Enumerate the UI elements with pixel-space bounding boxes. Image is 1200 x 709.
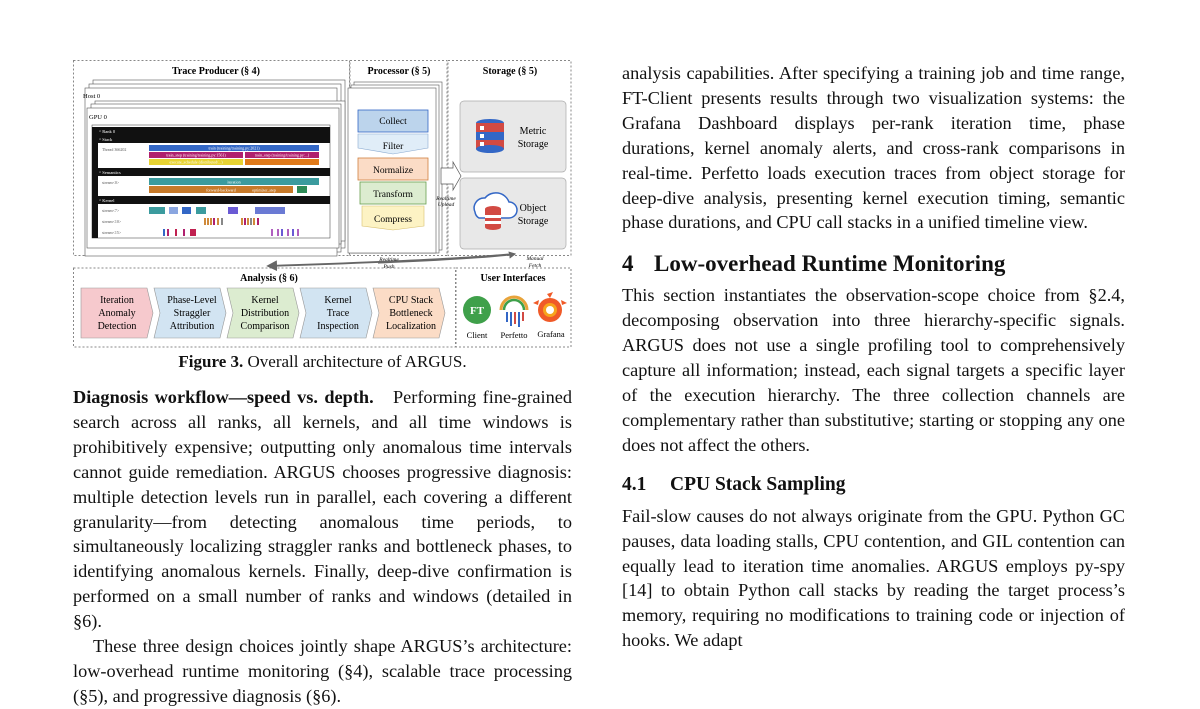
svg-text:Transform: Transform [373, 190, 413, 200]
figure-label: Figure 3. [178, 352, 244, 371]
subsection-heading [622, 472, 1125, 498]
analysis-stage-label: Straggler [173, 308, 211, 319]
svg-text:train_step (training/training.: train_step (training/training.py:1561) [166, 152, 226, 158]
section-number: 4 [622, 251, 634, 277]
section-heading [622, 249, 1125, 279]
diagnosis-text: Performing fine-grained search across all ranks, all kernels, and all time windows is prohibitively expensive; outputting only anomalous time intervals cannot guide remediation. ARGUS chooses progressive diagnosis: multiple detection levels run in parallel, each covering a different granularity—from detecting anomalous time periods, to simultaneously localizing straggler ranks and bottleneck phases, to identifying anomalous kernels. Finally, deep-dive confirmation is performed on a small number of ranks and windows (detailed in §6). [73, 387, 572, 632]
svg-text:forward-backward: forward-backward [206, 187, 236, 193]
right-column [622, 61, 1125, 653]
svg-text:stream<15>: stream<15> [102, 230, 122, 235]
metric-storage-icon [476, 119, 504, 153]
svg-text:stream<10>: stream<10> [102, 219, 122, 224]
svg-text:optimizer_step: optimizer_step [252, 187, 276, 193]
host-label: Host 0 [83, 93, 101, 100]
analysis-stage-label: Trace [326, 308, 350, 319]
analysis-stage-label: Anomaly [98, 308, 136, 319]
svg-text:Compress: Compress [374, 215, 412, 225]
svg-text:^ Stack: ^ Stack [99, 137, 113, 142]
analysis-stage-label: Comparison [240, 321, 290, 332]
svg-text:Object: Object [519, 203, 547, 214]
analysis-stage-label: Attribution [169, 321, 215, 332]
user-interfaces-title: User Interfaces [480, 273, 546, 284]
design-choices-paragraph: These three design choices jointly shape ARGUS’s architecture: low-overhead runtime monitoring (§4), scalable trace processing (§5), and progressive diagnosis (§6). [73, 636, 572, 706]
subsection-number: 4.1 [622, 473, 647, 495]
svg-text:Thread 366202: Thread 366202 [102, 147, 127, 152]
storage-title: Storage (§ 5) [482, 66, 538, 77]
analysis-stage-label: Localization [386, 321, 436, 332]
svg-text:Storage: Storage [517, 139, 549, 150]
svg-text:Realtime: Realtime [436, 196, 456, 202]
client-label: Client [466, 330, 488, 340]
analysis-stages [81, 288, 445, 338]
svg-text:Metric: Metric [519, 126, 547, 137]
analysis-stage-label: CPU Stack [388, 295, 434, 306]
upload-arrow [441, 162, 461, 190]
analysis-stage-label: Detection [97, 321, 137, 332]
grafana-icon[interactable] [533, 292, 567, 322]
analysis-stage-label: Kernel [251, 295, 279, 306]
figure-caption [73, 352, 572, 372]
semantics-header [92, 168, 330, 176]
analysis-stage-label: Bottleneck [389, 308, 433, 319]
diagnosis-paragraph [73, 385, 572, 634]
kernel-header [92, 196, 330, 204]
svg-text:FT: FT [469, 305, 485, 317]
processor-title: Processor (§ 5) [367, 66, 431, 77]
cpu-stack-paragraph: Fail-slow causes do not always originate from the GPU. Python GC pauses, data loading stalls, CPU contention, and GIL contention can equally lead to iteration time anomalies. ARGUS employs py-spy [14] to obtain Python call stacks by reading the target process’s memory, requiring no modifications to training code or injection of hooks. We adapt [622, 505, 1125, 651]
svg-text:Normalize: Normalize [372, 166, 414, 176]
svg-text:Manual: Manual [526, 256, 544, 262]
svg-text:train (training/training.py:20: train (training/training.py:2021) [208, 145, 260, 151]
svg-text:Fetch: Fetch [528, 263, 542, 269]
perfetto-icon[interactable] [501, 297, 527, 327]
grafana-label: Grafana [537, 329, 565, 339]
svg-text:iteration: iteration [227, 179, 241, 185]
svg-text:execute_schedule (distributed/: execute_schedule (distributed/...) [169, 159, 223, 165]
runin-heading: Diagnosis workflow—speed vs. depth. [73, 387, 374, 407]
left-column [73, 385, 572, 709]
svg-text:Upload: Upload [437, 202, 455, 208]
perfetto-label: Perfetto [500, 330, 528, 340]
analysis-stage-label: Kernel [324, 295, 352, 306]
analysis-stage-label: Iteration [100, 295, 134, 306]
svg-text:stream<7>: stream<7> [102, 208, 120, 213]
analysis-stage-label: Inspection [317, 321, 359, 332]
svg-text:^ Rank 0: ^ Rank 0 [99, 129, 116, 134]
architecture-diagram [73, 60, 572, 348]
rank-header [92, 127, 330, 143]
analysis-title: Analysis (§ 6) [240, 273, 298, 284]
analysis-stage-label: Distribution [240, 308, 290, 319]
svg-text:Realtime: Realtime [379, 257, 399, 263]
caption-text: Overall architecture of ARGUS. [243, 352, 467, 371]
svg-text:Collect: Collect [379, 117, 407, 127]
svg-text:^ Kernel: ^ Kernel [99, 198, 115, 203]
svg-text:Filter: Filter [382, 142, 404, 152]
svg-text:Push: Push [383, 264, 395, 270]
svg-text:stream<0>: stream<0> [102, 180, 120, 185]
svg-text:^ Semantics: ^ Semantics [99, 170, 121, 175]
architecture-figure [73, 60, 572, 348]
svg-text:Storage: Storage [517, 216, 549, 227]
section-title: Low-overhead Runtime Monitoring [654, 251, 1006, 277]
subsection-title: CPU Stack Sampling [670, 473, 846, 495]
section-intro-paragraph: This section instantiates the observation-scope choice from §2.4, decomposing observation into three hierarchy-specific signals. ARGUS does not use a single profiling tool to comprehensively capture all information; instead, each signal targets a specific layer of the execution hierarchy. The three collection channels are complementary rather than substitutive; starting or stopping any one does not affect the others. [622, 285, 1125, 455]
analysis-stage-label: Phase-Level [167, 295, 217, 306]
metric-storage [460, 101, 566, 172]
svg-text:train_step (training/training.: train_step (training/training.py:...) [254, 152, 310, 158]
gpu-label: GPU 0 [89, 114, 107, 121]
analysis-paragraph: analysis capabilities. After specifying a training job and time range, FT-Client presents results through two visualization systems: the Grafana Dashboard displays per-rank iteration time, phase durations, kernel anomaly alerts, and cross-rank comparisons in real-time. Perfetto loads execution traces from object storage for deep-dive analysis, presenting kernel execution timing, semantic phase durations, and CPU call stacks in a unified timeline view. [622, 63, 1125, 233]
trace-producer-title: Trace Producer (§ 4) [171, 66, 261, 77]
ft-client-icon[interactable] [463, 296, 491, 324]
